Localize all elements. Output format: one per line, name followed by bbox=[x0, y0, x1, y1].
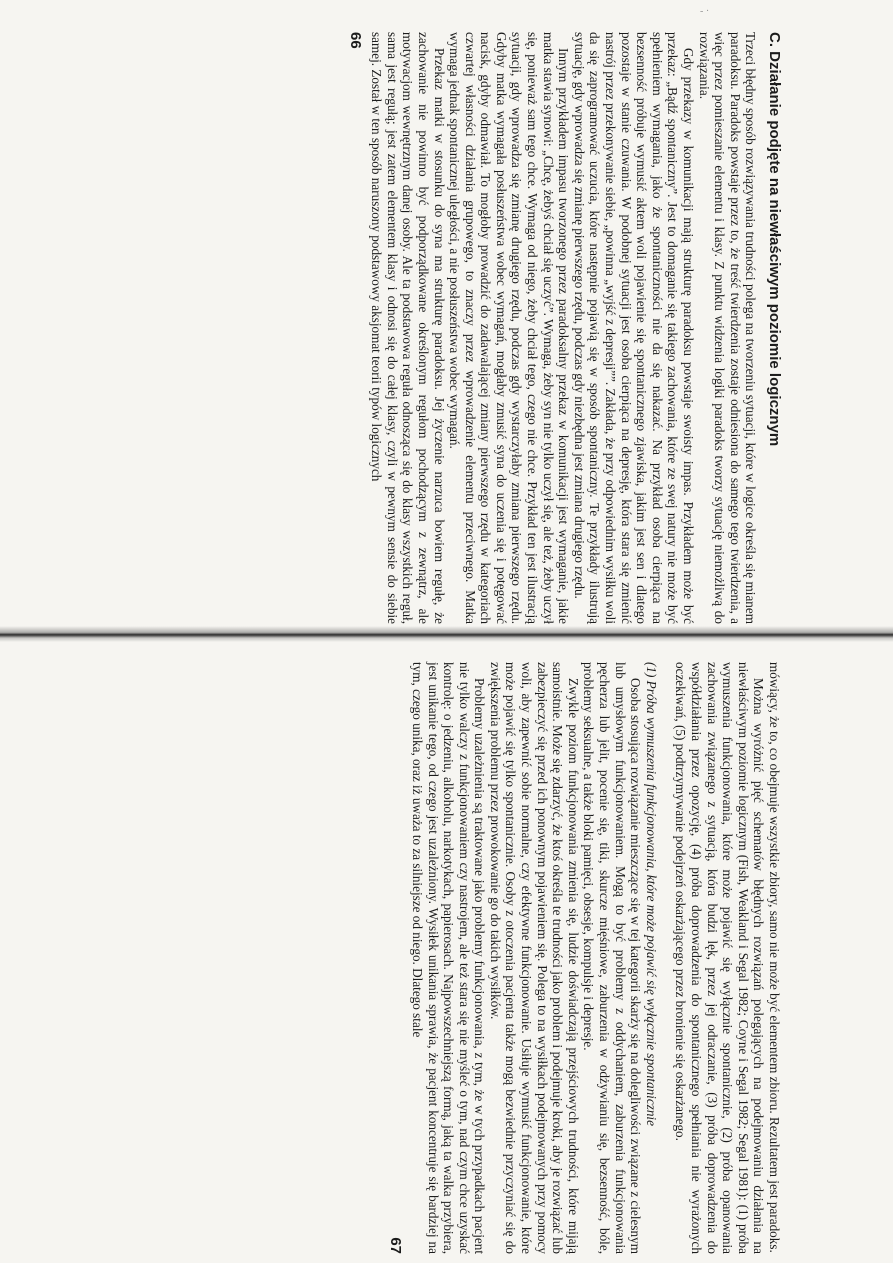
paragraph: Zwykle poziom funkcjonowania zmienia się, ludzie doświadczają przejściowych trudności, które mijają samoistnie. Może się zdarzyć, że ktoś określa te trudności jako problem i podejmuje kroki, aby je rozwiązać lub zabezpieczyć się przed ich ponownym pojawieniem się. Polega to na wysiłkach podejmowanych przy pomocy woli, aby zapewnić sobie normalne, czy efektywne funkcjonowanie. Usiłuje wymusić funkcjonowanie, które może pojawić się tylko spontanicznie. Osoby z otoczenia pacjenta także mogą bezwiednie przyczyniać się do zwiększenia problemu przez prowokowanie go do takich wysiłków. bbox=[487, 662, 581, 1254]
paragraph: Można wyróżnić pięć schematów błędnych rozwiązań polegających na podejmowaniu działania na niewłaściwym poziomie logicznym (Fish, Weakland i Segal 1982; Coyne i Segal 1982; Segal 1981): (1) próba wymuszenia funkcjonowania, które może pojawić się wyłącznie spontanicznie, (2) próba opanowania zachowania związanego z sytuacją, która budzi lęk, przez jej odraczanie, (3) próba doprowadzenia do współdziałania przez opozycję, (4) próba doprowadzenia do spontanicznego spełniania nie wyrażonych oczekiwań, (5) podtrzymywanie podejrzeń oskarżającego przez bronienie się oskarżanego. bbox=[673, 662, 767, 1254]
page-66 bbox=[40, 28, 790, 628]
paragraph: Gdy przekazy w komunikacji mają strukturę paradoksu powstaje swoisty impas. Przykładem może być przekaz: „Bądź spontaniczny”. Jest to domaganie się takiego zachowania, które ze swej natury nie może być spełnieniem wymagania, jako że spontaniczności nie da się nakazać. Na przykład osoba cierpiąca na bezsenność próbuje wymusić aktem woli pojawienie się spontanicznego zjawiska, jakim jest sen i dlatego pozostaje w stanie czuwania. W podobnej sytuacji jest osoba cierpiąca na depresję, która stara się zmienić nastrój przez przekonywanie siebie, „powinna „wyjść z depresji””. Zakłada, że przy odpowiednim wysiłku woli da się zaprogramować uczucia, które następnie pojawią się w sposób spontaniczny. Te przykłady ilustrują sytuację, gdy wprowadza się zmianę pierwszego rzędu, podczas gdy niezbędna jest zmiana drugiego rzędu. bbox=[571, 32, 697, 624]
page-number: 66 bbox=[346, 32, 364, 49]
scan-edge-mark: - · bbox=[700, 6, 710, 17]
section-heading: C. Działanie podjęte na niewłaściwym poziomie logicznym bbox=[766, 32, 783, 447]
paragraph: Przekaz matki w stosunku do syna ma strukturę paradoksu. Jej życzenie narzuca bowiem regułę, że zachowanie nie powinno być podporządkowane określonym regułom pochodzącym z zewnątrz, ale motywacjom wewnętrznym danej osoby. Ale ta podstawowa reguła odnosząca się do klasy wszystkich reguł, sama jest regułą; jest zatem elementem klasy i odnosi się do całej klasy, czyli w pewnym sensie do siebie samej. Został w ten sposób naruszony podstawowy aksjomat teorii typów logicznych bbox=[369, 32, 447, 624]
page-number: 67 bbox=[387, 1237, 405, 1254]
paragraph: mówiący, że to, co obejmuje wszystkie zbiory, samo nie może być elementem zbioru. Rezultatem jest paradoks. bbox=[767, 662, 782, 1253]
paragraph: Osoba stosująca rozwiązanie mieszczące się w tej kategorii skarży się na dolegliwości związane z cielesnym lub umysłowym funkcjonowaniem. Mogą to być problemy z oddychaniem, zaburzenia funkcjonowania pęcherza lub jelit, pocenie się, tiki, skurcze mięśniowe, zaburzenia w odżywianiu się, bezsenność, bóle, problemy seksualne, a także bloki pamięci, obsesje, kompulsje i depresje. bbox=[581, 662, 644, 1254]
page-67 bbox=[40, 658, 790, 1258]
paragraph: Innym przykładem impasu tworzonego przez paradoksalny przekaz w komunikacji jest wymaganie, jakie matka stawia synowi: „Chcę, żebyś chciał się uczyć”. Wymaga, żeby syn nie tylko uczył się, ale też, żeby uczył się, ponieważ sam tego chce. Wymaga od niego, żeby chciał tego, czego nie chce. Przykład ten jest ilustracją sytuacji, gdy wprowadza się zmianę drugiego rzędu, podczas gdy wystarczyłaby zmiana pierwszego rzędu. Gdyby matka wymagała posłuszeństwa wobec wymagań, mogłaby zmusić syna do uczenia się i potęgować nacisk, gdyby odmawiał. To mogłoby prowadzić do zadawalającej zmiany pierwszego rzędu w kategoriach czwartej własności działania grupowego, to znaczy przez wprowadzenie elementu przeciwnego. Matka wymaga jednak spontanicznej uległości, a nie posłuszeństwa wobec wymagań. bbox=[447, 32, 572, 624]
paragraph: Trzeci błędny sposób rozwiązywania trudności polega na tworzeniu sytuacji, które w logice określa się mianem paradoksu. Paradoks powstaje przez to, że treść twierdzenia zostaje odniesiona do samego tego twierdzenia, a więc przez pomieszanie elementu i klasy. Z punktu widzenia logiki paradoks tworzy sytuację niemożliwą do rozwiązania. bbox=[696, 32, 759, 624]
paragraph: Problemy uzależnienia są traktowane jako problemy funkcjonowania, z tym, że w tych przypadkach pacjent nie tylko walczy z funkcjonowaniem czy nastrojem, ale też stara się nie myśleć o tym, nad czym chce uzyskać kontrolę: o jedzeniu, alkoholu, narkotykach, papierosach. Najpowszechniejszą formą, jaką ta walka przybiera, jest unikanie tego, od czego jest uzależniony. Wysiłek unikania sprawia, że pacjent koncentruje się bardziej na tym, czego unika, oraz iż uważa to za silniejsze od niego. Dlatego stale bbox=[409, 662, 488, 1254]
book-fold-shadow bbox=[0, 626, 893, 642]
subheading: (1) Próba wymuszenia funkcjonowania, które może pojawić się wyłącznie spontanicznie bbox=[643, 662, 659, 1126]
